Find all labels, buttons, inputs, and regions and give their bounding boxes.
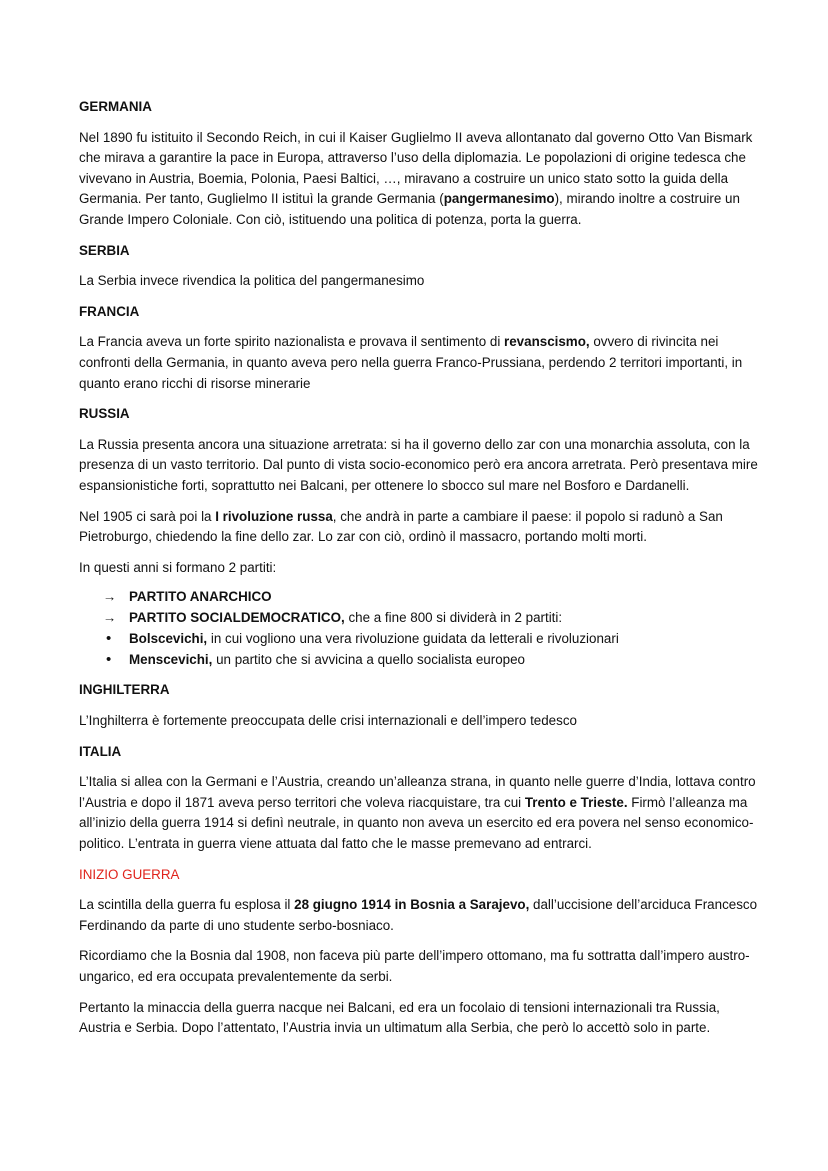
bold-term: PARTITO SOCIALDEMOCRATICO, xyxy=(129,610,345,626)
text-run: , che andrà in parte a cambiare il paese: il popolo si radunò a San Pietroburgo, chiedendo la fine dello zar. Lo zar con ciò, ordinò il massacro, portando molti morti. xyxy=(79,508,723,545)
heading-francia: FRANCIA xyxy=(79,303,140,319)
russia-paragraph-2 xyxy=(79,507,759,548)
text-run: La Francia aveva un forte spirito nazionalista e provava il sentimento di xyxy=(79,334,505,350)
serbia-paragraph: La Serbia invece rivendica la politica del pangermanesimo xyxy=(79,273,425,289)
text-run: ), mirando inoltre a costruire un Grande Impero Coloniale. Con ciò, istituendo una politica di potenza, porta la guerra. xyxy=(79,191,740,227)
guerra-paragraph-3: Pertanto la minaccia della guerra nacque nei Balcani, ed era un focolaio di tensioni internazionali tra Russia, Austria e Serbia. Dopo l’attentato, l’Austria invia un ultimatum alla Serbia, che però lo accettò solo in parte. xyxy=(79,999,720,1036)
text-run: in cui vogliono una vera rivoluzione guidata da letterali e rivoluzionari xyxy=(207,630,619,646)
bold-term: Trento e Trieste. xyxy=(524,794,628,810)
text-run: Nel 1890 fu istituito il Secondo Reich, in cui il Kaiser Guglielmo II aveva allontanato dal governo Otto Van Bismark che mirava a garantire la pace in Europa, attraverso l’uso della diplomazia. Le popolazioni di origine tedesca che vivevano in Austria, Boemia, Polonia, Paesi Baltici, …, miravano a costruire un unico stato sotto la guida della Germania. Per tanto, Guglielmo II istituì la grande Germania ( xyxy=(79,129,753,207)
heading-inizio-guerra: INIZIO GUERRA xyxy=(79,866,180,882)
russia-paragraph-3: In questi anni si formano 2 partiti: xyxy=(79,559,277,575)
bold-term: pangermanesimo xyxy=(443,191,555,207)
text-run: La scintilla della guerra fu esplosa il xyxy=(79,897,295,913)
arrow-right-icon: → xyxy=(103,589,117,605)
bold-term: PARTITO ANARCHICO xyxy=(129,589,272,605)
document-page xyxy=(79,97,759,1049)
guerra-paragraph-2: Ricordiamo che la Bosnia dal 1908, non faceva più parte dell’impero ottomano, ma fu sottratta dall’impero austro-ungarico, ed era occupata prevalentemente da serbi. xyxy=(79,948,750,984)
text-run: dall’uccisione dell’arciduca Francesco Ferdinando da parte di uno studente serbo-bosniaco. xyxy=(79,897,758,933)
heading-serbia: SERBIA xyxy=(79,242,130,258)
text-run: che a fine 800 si dividerà in 2 partiti: xyxy=(344,610,563,626)
bullet-icon: • xyxy=(106,650,112,668)
text-run: L’Italia si allea con la Germani e l’Austria, creando un’alleanza strana, in quanto nelle guerre d’India, lottava contro l’Austria e dopo il 1871 aveva perso territori che voleva riacquistare, tra cui xyxy=(79,774,756,810)
bold-term: Menscevichi, xyxy=(129,651,213,667)
heading-russia: RUSSIA xyxy=(79,406,130,422)
text-run: ovvero di rivincita nei confronti della Germania, in quanto aveva pero nella guerra Franco-Prussiana, perdendo 2 territori importanti, in quanto erano ricchi di risorse minerarie xyxy=(79,334,743,391)
bullet-icon: • xyxy=(106,629,112,647)
heading-germania: GERMANIA xyxy=(79,99,152,114)
list-item xyxy=(79,587,759,608)
list-item xyxy=(79,608,759,629)
francia-paragraph xyxy=(79,332,759,394)
italia-paragraph xyxy=(79,772,759,854)
bold-term: 28 giugno 1914 in Bosnia a Sarajevo, xyxy=(294,897,530,913)
text-run: Firmò l’alleanza ma all’inizio della guerra 1914 si definì neutrale, in quanto non aveva un esercito ed era povera nel senso economico-politico. L’entrata in guerra viene attuata dal fatto che le masse premevano ad entrarci. xyxy=(79,794,754,852)
inghilterra-paragraph: L’Inghilterra è fortemente preoccupata delle crisi internazionali e dell’impero tedesco xyxy=(79,713,577,729)
list-item xyxy=(79,629,759,650)
parties-list xyxy=(79,587,759,670)
germania-paragraph xyxy=(79,128,759,231)
bold-term: revanscismo, xyxy=(504,334,590,350)
guerra-paragraph-1 xyxy=(79,895,759,936)
heading-inghilterra: INGHILTERRA xyxy=(79,682,170,698)
russia-paragraph-1: La Russia presenta ancora una situazione arretrata: si ha il governo dello zar con una monarchia assoluta, con la presenza di un vasto territorio. Dal punto di vista socio-economico però era ancora arretrata. Però presentava mire espansionistiche forti, soprattutto nei Balcani, per ottenere lo sbocco sul mare nel Bosforo e Dardanelli. xyxy=(79,436,758,493)
text-run: Nel 1905 ci sarà poi la xyxy=(79,508,216,524)
bold-term: I rivoluzione russa xyxy=(215,508,333,524)
bold-term: Bolscevichi, xyxy=(129,630,208,646)
heading-italia: ITALIA xyxy=(79,743,122,759)
arrow-right-icon: → xyxy=(103,610,117,626)
list-item xyxy=(79,650,759,671)
text-run: un partito che si avvicina a quello socialista europeo xyxy=(212,651,525,667)
